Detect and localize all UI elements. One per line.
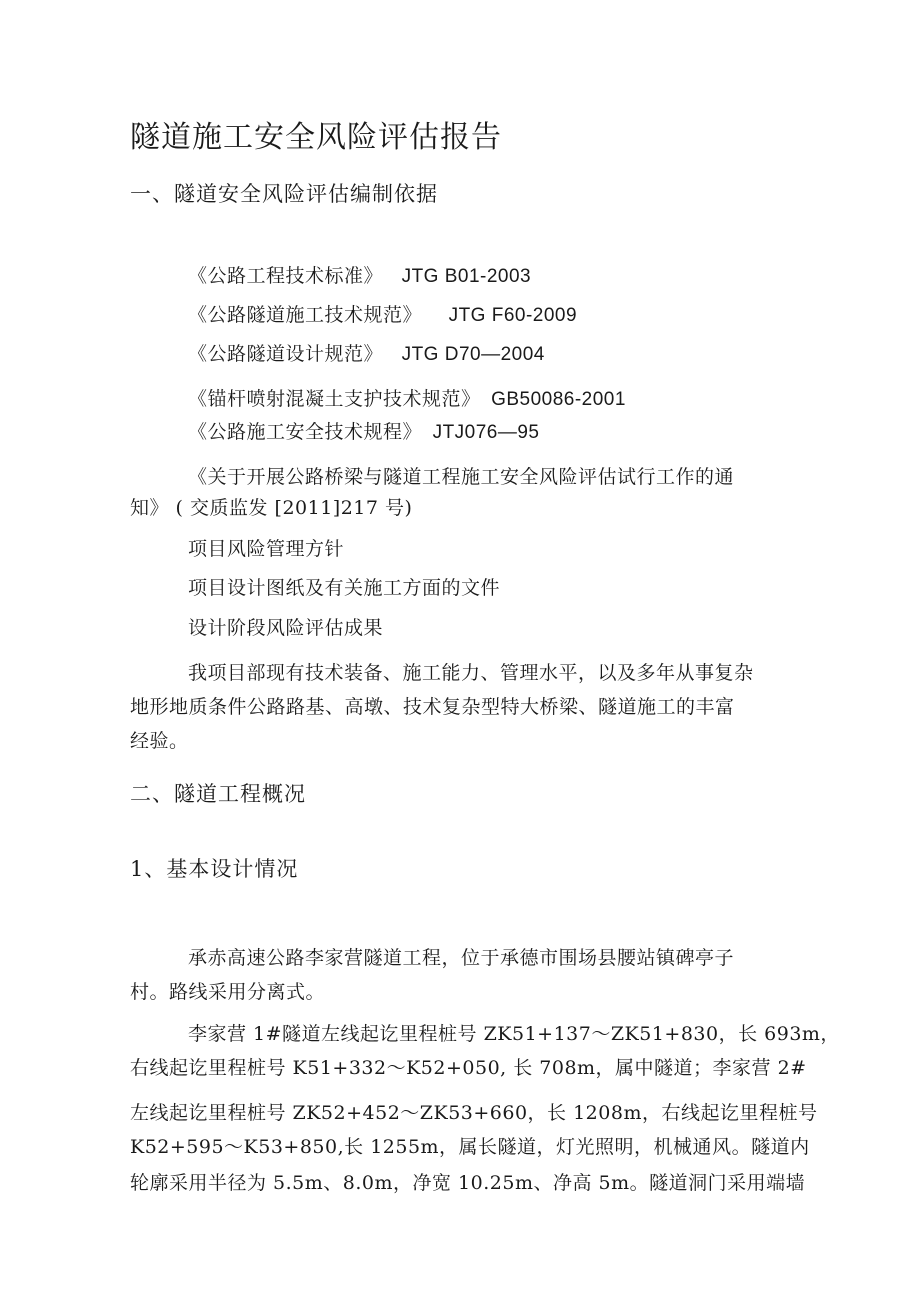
- paragraph-line: 轮廓采用半径为 5.5m、8.0m，净宽 10.25m、净高 5m。隧道洞门采用端墙: [130, 1172, 806, 1194]
- section2-subheading: 1、基本设计情况: [130, 857, 299, 881]
- reference-item: [188, 420, 540, 445]
- reference-item: [188, 387, 626, 412]
- paragraph-line: 地形地质条件公路路基、高墩、技术复杂型特大桥梁、隧道施工的丰富: [130, 696, 735, 718]
- paragraph-line: 我项目部现有技术装备、施工能力、管理水平，以及多年从事复杂: [188, 662, 754, 684]
- reference-code: JTG D70—2004: [401, 344, 545, 365]
- reference-item: [188, 264, 531, 289]
- section1-heading: 一、隧道安全风险评估编制依据: [130, 182, 438, 206]
- paragraph-line: 左线起讫里程桩号 ZK52+452～ZK53+660，长 1208m，右线起讫里程桩号: [130, 1102, 818, 1124]
- reference-name: 《公路施工安全技术规程》: [188, 421, 423, 443]
- reference-code: JTG B01-2003: [401, 266, 532, 287]
- reference-code: JTG F60-2009: [448, 305, 578, 326]
- basis-item: 项目风险管理方针: [188, 538, 345, 560]
- notice-line: 《关于开展公路桥梁与隧道工程施工安全风险评估试行工作的通: [188, 466, 735, 488]
- reference-name: 《公路工程技术标准》: [188, 265, 384, 287]
- reference-code: JTJ076—95: [432, 422, 540, 443]
- paragraph-line: 右线起讫里程桩号 K51+332～K52+050, 长 708m，属中隧道；李家营 2#: [130, 1057, 807, 1079]
- paragraph-line: 村。路线采用分离式。: [130, 981, 326, 1003]
- paragraph-line: 经验。: [130, 730, 189, 752]
- basis-item: 项目设计图纸及有关施工方面的文件: [188, 577, 501, 599]
- reference-item: [188, 303, 577, 328]
- basis-item: 设计阶段风险评估成果: [188, 617, 384, 639]
- paragraph-line: 承赤高速公路李家营隧道工程，位于承德市围场县腰站镇碑亭子: [188, 947, 735, 969]
- reference-code: GB50086-2001: [491, 389, 626, 410]
- reference-name: 《公路隧道施工技术规范》: [188, 304, 423, 326]
- reference-name: 《公路隧道设计规范》: [188, 343, 384, 365]
- reference-item: [188, 342, 545, 367]
- paragraph-line: 李家营 1#隧道左线起讫里程桩号 ZK51+137～ZK51+830，长 693m，: [188, 1023, 840, 1045]
- section2-heading: 二、隧道工程概况: [130, 782, 306, 806]
- reference-name: 《锚杆喷射混凝土支护技术规范》: [188, 388, 481, 410]
- notice-line: 知》 ( 交质监发 [2011]217 号): [130, 497, 413, 519]
- paragraph-line: K52+595～K53+850,长 1255m，属长隧道，灯光照明，机械通风。隧道内: [130, 1136, 810, 1158]
- document-title: 隧道施工安全风险评估报告: [130, 120, 502, 155]
